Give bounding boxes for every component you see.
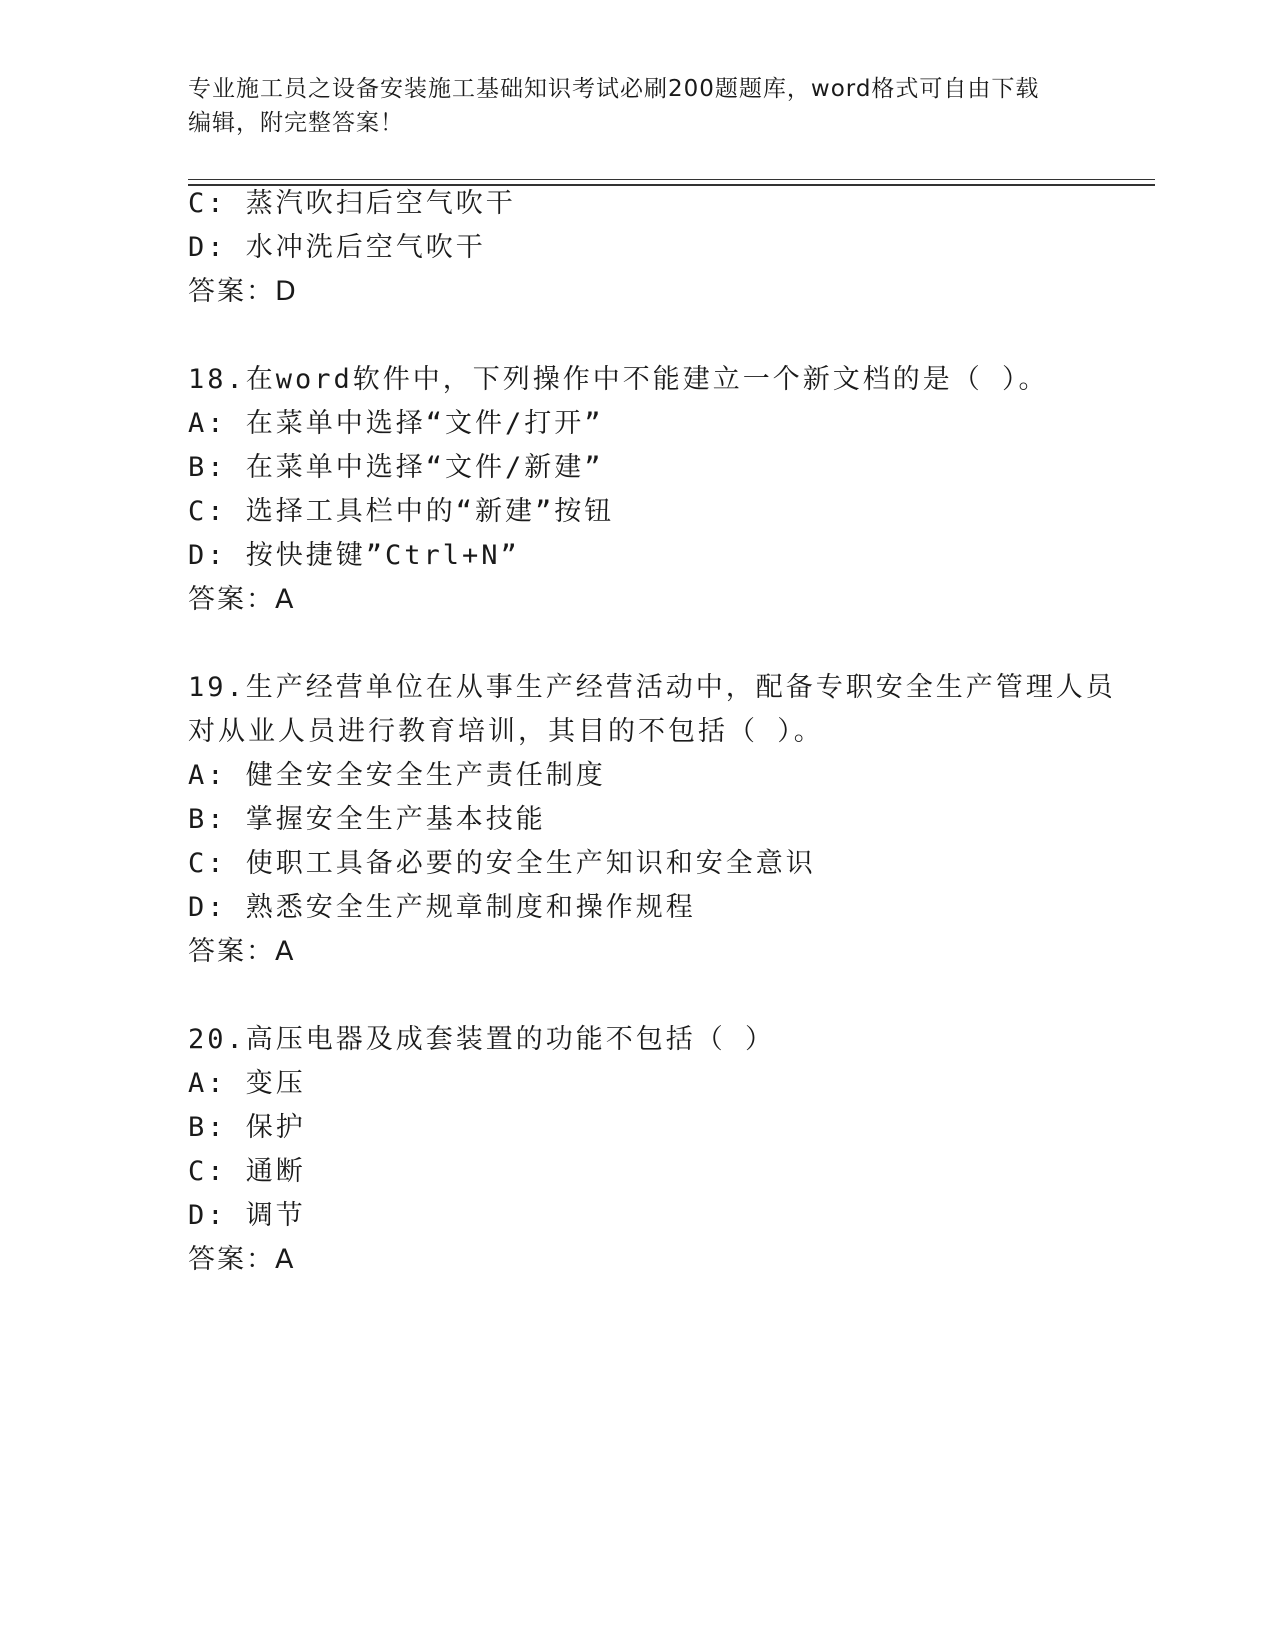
answer-label: 答案：D bbox=[188, 276, 298, 307]
option-d: D: 水冲洗后空气吹干 bbox=[188, 232, 486, 263]
option-a: A: 变压 bbox=[188, 1068, 306, 1099]
option-b: B: 在菜单中选择“文件/新建” bbox=[188, 452, 604, 483]
option-c: C: 使职工具备必要的安全生产知识和安全意识 bbox=[188, 848, 816, 879]
option-a: A: 在菜单中选择“文件/打开” bbox=[188, 408, 604, 439]
question-stem: 19.生产经营单位在从事生产经营活动中，配备专职安全生产管理人员 bbox=[188, 672, 1116, 703]
header-divider-thin bbox=[188, 179, 1155, 180]
option-d: D: 调节 bbox=[188, 1200, 306, 1231]
option-c: C: 通断 bbox=[188, 1156, 306, 1187]
answer-label: 答案：A bbox=[188, 584, 296, 615]
header-title-line-2: 编辑，附完整答案！ bbox=[188, 110, 404, 136]
option-a: A: 健全安全安全生产责任制度 bbox=[188, 760, 606, 791]
option-d: D: 按快捷键”Ctrl+N” bbox=[188, 540, 520, 571]
option-b: B: 掌握安全生产基本技能 bbox=[188, 804, 546, 835]
question-stem: 20.高压电器及成套装置的功能不包括（ ） bbox=[188, 1024, 776, 1055]
option-d: D: 熟悉安全生产规章制度和操作规程 bbox=[188, 892, 696, 923]
option-c: C: 选择工具栏中的“新建”按钮 bbox=[188, 496, 615, 527]
question-stem-continued: 对从业人员进行教育培训，其目的不包括（ ）。 bbox=[188, 716, 824, 747]
question-stem: 18.在word软件中，下列操作中不能建立一个新文档的是（ ）。 bbox=[188, 364, 1049, 395]
header-title-line-1: 专业施工员之设备安装施工基础知识考试必刷200题题库，word格式可自由下载 bbox=[188, 76, 1040, 102]
option-c: C: 蒸汽吹扫后空气吹干 bbox=[188, 188, 516, 219]
answer-label: 答案：A bbox=[188, 1244, 296, 1275]
option-b: B: 保护 bbox=[188, 1112, 306, 1143]
answer-label: 答案：A bbox=[188, 936, 296, 967]
page-header bbox=[188, 72, 1088, 140]
